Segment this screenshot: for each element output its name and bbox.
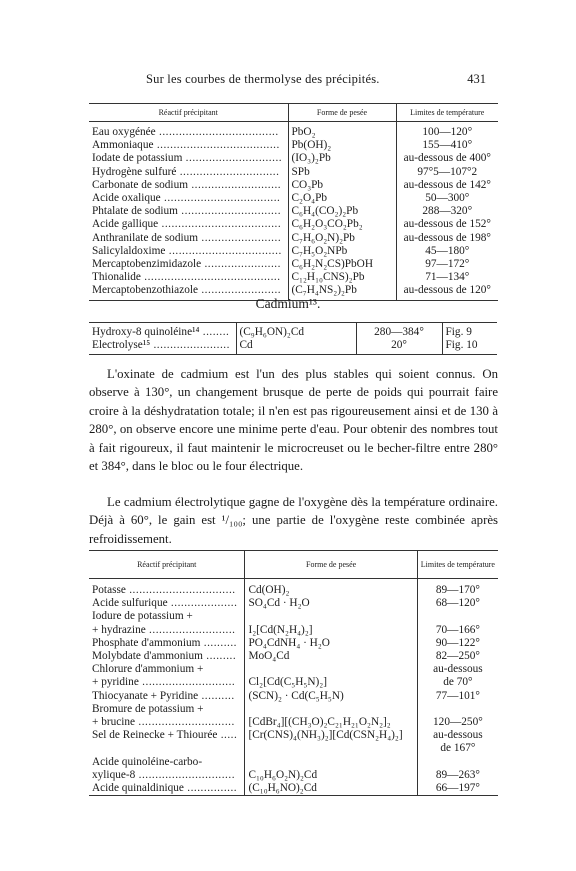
reagent-cell-text: + pyridine xyxy=(92,676,139,689)
limits-cell xyxy=(417,690,498,703)
form-cell xyxy=(288,245,396,258)
table-row xyxy=(89,650,498,663)
reagent-cell xyxy=(89,152,288,165)
reagent-cell-text: Acide quinoléine-carbo- xyxy=(92,755,203,768)
limits-cell-text: 120—250° xyxy=(433,716,483,729)
reagent-cell xyxy=(89,258,288,271)
leader-dots: ....................... xyxy=(150,339,230,352)
reagent-cell-text: Electrolyse¹⁵ xyxy=(92,339,151,352)
form-cell-text: SO₄Cd · H₂O xyxy=(248,597,310,610)
limits-cell-text: 100—120° xyxy=(422,126,473,138)
form-cell-text: Cd xyxy=(239,339,253,352)
reagent-cell xyxy=(89,716,245,729)
reagent-cell xyxy=(89,597,245,610)
reagent-cell-text: Mercaptobenzimidazole xyxy=(92,258,202,271)
paragraph-electrolytic xyxy=(89,493,498,548)
reagent-cell xyxy=(89,650,245,663)
reagent-cell-text: Acide oxalique xyxy=(92,192,161,205)
limits-cell-text: 68—120° xyxy=(435,597,480,610)
limits-cell-text: 90—122° xyxy=(435,636,480,649)
figure-ref-cell xyxy=(442,339,497,355)
page-number: 431 xyxy=(467,72,486,86)
reagent-cell-text: Potasse xyxy=(92,584,126,596)
form-cell xyxy=(288,258,396,271)
table-row xyxy=(89,205,498,218)
limits-cell-text: au-dessous xyxy=(433,663,483,676)
leader-dots: ........................... xyxy=(188,178,282,191)
reagent-cell xyxy=(89,179,288,192)
form-cell xyxy=(288,232,396,245)
limits-cell-text: 20° xyxy=(391,339,407,352)
form-cell xyxy=(245,610,417,623)
form-cell xyxy=(245,703,417,716)
table-row xyxy=(89,690,498,703)
form-cell xyxy=(245,769,417,782)
form-cell xyxy=(288,152,396,165)
form-cell xyxy=(245,637,417,650)
reagent-cell-text: Chlorure d'ammonium + xyxy=(92,663,204,676)
limits-cell xyxy=(396,152,498,165)
limits-cell xyxy=(417,579,498,598)
leader-dots: .......... xyxy=(198,689,235,702)
limits-cell xyxy=(417,716,498,729)
form-cell-text: CO₃Pb xyxy=(291,178,324,191)
limits-cell xyxy=(417,650,498,663)
figure-ref-cell-text: Fig. 10 xyxy=(445,339,478,352)
leader-dots: ......................................... xyxy=(140,271,281,284)
reagent-cell xyxy=(89,756,245,769)
limits-cell xyxy=(396,258,498,271)
table-row xyxy=(89,703,498,716)
form-cell xyxy=(245,624,417,637)
limits-cell-text: 82—250° xyxy=(435,650,480,663)
limits-cell-text: au-dessous de 120° xyxy=(403,284,491,297)
reagent-cell xyxy=(89,122,288,140)
running-header xyxy=(88,72,486,88)
table-row xyxy=(89,769,498,782)
paragraph-oxinate xyxy=(89,365,498,475)
reagent-cell xyxy=(89,245,288,258)
table-row xyxy=(89,742,498,755)
cadmium-reagents-table xyxy=(89,550,498,796)
leader-dots: .............................. xyxy=(177,205,282,218)
table-row xyxy=(89,676,498,689)
limits-cell xyxy=(417,769,498,782)
reagent-cell-text: Thiocyanate + Pyridine xyxy=(92,689,199,702)
form-cell xyxy=(288,192,396,205)
form-cell-text: C₆H₄(CO₂)₂Pb xyxy=(291,205,359,218)
limits-cell xyxy=(396,139,498,152)
reagent-cell-text: Iodate de potassium xyxy=(92,152,183,165)
limits-cell-text: 280—384° xyxy=(374,326,424,338)
reagent-cell xyxy=(89,782,245,796)
reagent-cell xyxy=(89,232,288,245)
figure-ref-cell-text: Fig. 9 xyxy=(445,326,472,338)
form-cell xyxy=(245,579,417,598)
table-row xyxy=(89,610,498,623)
form-cell xyxy=(245,729,417,742)
limits-cell xyxy=(417,597,498,610)
limits-cell-text: au-dessous de 400° xyxy=(403,152,491,165)
form-cell-text: Cd(OH)₂ xyxy=(248,584,290,596)
form-cell xyxy=(245,782,417,796)
reagent-cell-text: Sel de Reinecke + Thiourée xyxy=(92,729,218,742)
limits-cell xyxy=(396,271,498,284)
table-row xyxy=(89,597,498,610)
reagent-cell xyxy=(89,218,288,231)
form-cell xyxy=(245,690,417,703)
limits-cell-text: au-dessous de 198° xyxy=(403,231,491,244)
form-cell-text: C₁₂H₁₀CNS)₂Pb xyxy=(291,271,365,284)
reagent-cell xyxy=(89,192,288,205)
form-cell xyxy=(236,323,356,340)
limits-cell xyxy=(417,624,498,637)
form-cell xyxy=(288,205,396,218)
cadmium-summary-table xyxy=(89,322,497,355)
form-cell-text: [Cr(CNS)₄(NH₃)₂][Cd(CSN₂H₄)₂] xyxy=(248,729,403,742)
limits-cell xyxy=(396,179,498,192)
leader-dots: .......... xyxy=(200,636,237,649)
leader-dots: ............................ xyxy=(138,676,236,689)
limits-cell xyxy=(396,218,498,231)
reagent-cell-text: Acide gallique xyxy=(92,218,159,231)
form-cell-text: [CdBr₄][(CH₃O)₂C₂₁H₂₁O₂N₂]₂ xyxy=(248,716,391,729)
table-row xyxy=(89,782,498,796)
reagent-cell xyxy=(89,690,245,703)
lead-reagents-table xyxy=(89,103,498,301)
limits-cell-text: 155—410° xyxy=(422,139,473,152)
limits-cell xyxy=(417,703,498,716)
table-row xyxy=(89,122,498,140)
table-row xyxy=(89,179,498,192)
reagent-cell xyxy=(89,339,236,355)
table-row xyxy=(89,192,498,205)
form-cell-text: C₇H₆O₂N)₂Pb xyxy=(291,231,355,244)
leader-dots: ......... xyxy=(202,650,237,663)
table-row xyxy=(89,729,498,742)
leader-dots: .................................... xyxy=(158,218,282,231)
form-cell-text: PO₄CdNH₄ · H₂O xyxy=(248,636,330,649)
form-cell-text: I₂[Cd(N₂H₄)₂] xyxy=(248,623,313,636)
form-cell xyxy=(288,122,396,140)
reagent-cell xyxy=(89,624,245,637)
limits-cell xyxy=(396,205,498,218)
reagent-cell xyxy=(89,139,288,152)
table-row xyxy=(89,139,498,152)
table-row xyxy=(89,245,498,258)
limits-cell-text: 66—197° xyxy=(435,782,480,795)
form-cell xyxy=(245,650,417,663)
reagent-cell xyxy=(89,579,245,598)
form-cell-text: (C₇H₄NS₂)₂Pb xyxy=(291,284,357,297)
limits-cell-text: 71—134° xyxy=(425,271,470,284)
limits-cell xyxy=(356,323,442,340)
form-cell-text: C₆H₂O₃CO₂Pb₂ xyxy=(291,218,363,231)
leader-dots: ............................. xyxy=(182,152,283,165)
limits-cell xyxy=(417,637,498,650)
paragraph-text: L'oxinate de cadmium est l'un des plus stables qui soient connus. On observe à 130°, un changement brusque de perte de poids qui pourrait faire croire à la déshydratation totale; il n'en est pas rigoureusement ainsi et de 130 à 280°, on observe encore une minime perte d'eau. Pour obtenir des nombres tout à fait rigoureux, il faut maintenir le microcreuset ou le becher-filtre entre 280° et 384°, dans le bloc ou le four électrique. xyxy=(89,367,498,474)
limits-cell-text: 77—101° xyxy=(435,689,480,702)
reagent-cell-text: + brucine xyxy=(92,716,136,729)
limits-cell-text: 45—180° xyxy=(425,244,470,257)
form-cell-text: (IO₃)₂Pb xyxy=(291,152,331,165)
col-header-limits: Limites de température xyxy=(410,107,485,117)
leader-dots: ........ xyxy=(199,326,230,338)
table-row xyxy=(89,579,498,598)
paragraph-text: Le cadmium électrolytique gagne de l'oxygène dès la température ordinaire. Déjà à 60°, le gain est ¹/₁₀₀; une partie de l'oxygène reste combinée après refroidissement. xyxy=(89,495,498,546)
form-cell xyxy=(236,339,356,355)
leader-dots: ..................................... xyxy=(153,139,280,152)
table-row xyxy=(89,716,498,729)
reagent-cell-text: Eau oxygénée xyxy=(92,126,156,138)
leader-dots: .................................... xyxy=(155,126,279,138)
limits-cell xyxy=(396,192,498,205)
reagent-cell-text: Molybdate d'ammonium xyxy=(92,650,203,663)
figure-ref-cell xyxy=(442,323,497,340)
leader-dots: ........................ xyxy=(198,284,282,297)
reagent-cell-text: Mercaptobenzothiazole xyxy=(92,284,199,297)
table-row xyxy=(89,152,498,165)
form-cell-text: MoO₄Cd xyxy=(248,650,290,663)
limits-cell xyxy=(396,166,498,179)
form-cell xyxy=(245,676,417,689)
form-cell xyxy=(245,756,417,769)
leader-dots: ............................. xyxy=(135,716,235,729)
form-cell-text: C₆H₂N₂CS)PbOH xyxy=(291,258,373,271)
leader-dots: .......................... xyxy=(145,623,236,636)
form-cell-text: (SCN)₂ · Cd(C₅H₅N) xyxy=(248,689,344,702)
form-cell-text: PbO₂ xyxy=(291,126,316,138)
reagent-cell xyxy=(89,742,245,755)
table-row xyxy=(89,323,497,340)
reagent-cell-text: Salicylaldoxime xyxy=(92,244,166,257)
leader-dots: .................... xyxy=(167,597,238,610)
table-row xyxy=(89,339,497,355)
reagent-cell-text: Acide quinaldinique xyxy=(92,782,184,795)
limits-cell-text: 89—263° xyxy=(435,768,480,781)
limits-cell-text: 288—320° xyxy=(422,205,473,218)
limits-cell xyxy=(417,729,498,742)
form-cell xyxy=(245,663,417,676)
reagent-cell xyxy=(89,610,245,623)
form-cell xyxy=(288,271,396,284)
reagent-cell xyxy=(89,663,245,676)
limits-cell-text: 89—170° xyxy=(435,584,480,596)
table-row xyxy=(89,232,498,245)
reagent-cell-text: Phtalate de sodium xyxy=(92,205,178,218)
reagent-cell xyxy=(89,676,245,689)
limits-cell xyxy=(356,339,442,355)
form-cell-text: (C₉H₆ON)₂Cd xyxy=(239,326,305,338)
table-row xyxy=(89,756,498,769)
limits-cell xyxy=(417,756,498,769)
limits-cell xyxy=(396,245,498,258)
reagent-cell xyxy=(89,729,245,742)
leader-dots: ............................. xyxy=(135,768,236,781)
table-row xyxy=(89,218,498,231)
reagent-cell-text: Phosphate d'ammonium xyxy=(92,636,201,649)
table-row xyxy=(89,637,498,650)
col-header-reagent: Réactif précipitant xyxy=(89,551,245,579)
reagent-cell xyxy=(89,323,236,340)
reagent-cell-text: Acide sulfurique xyxy=(92,597,168,610)
form-cell xyxy=(288,218,396,231)
limits-cell xyxy=(417,782,498,796)
limits-cell-text: au-dessous xyxy=(433,729,483,742)
limits-cell-text: de 70° xyxy=(443,676,473,689)
reagent-cell xyxy=(89,637,245,650)
limits-cell xyxy=(396,232,498,245)
reagent-cell-text: Hydrogène sulfuré xyxy=(92,165,177,178)
reagent-cell-text: xylique-8 xyxy=(92,768,136,781)
col-header-form: Forme de pesée xyxy=(245,551,417,579)
reagent-cell-text: Thionalide xyxy=(92,271,141,284)
form-cell xyxy=(245,716,417,729)
limits-cell xyxy=(417,610,498,623)
reagent-cell-text: Bromure de potassium + xyxy=(92,702,204,715)
form-cell-text: Pb(OH)₂ xyxy=(291,139,332,152)
leader-dots: ................................ xyxy=(125,584,236,596)
leader-dots: ........................ xyxy=(198,231,282,244)
reagent-cell xyxy=(89,205,288,218)
form-cell xyxy=(288,179,396,192)
col-header-limits: Limites de température xyxy=(420,559,495,569)
reagent-cell-text: Carbonate de sodium xyxy=(92,178,189,191)
form-cell-text: C₂O₄Pb xyxy=(291,192,328,205)
limits-cell-text: de 167° xyxy=(440,742,476,755)
reagent-cell-text: Ammoniaque xyxy=(92,139,154,152)
reagent-cell-text: + hydrazine xyxy=(92,623,146,636)
table-row xyxy=(89,663,498,676)
limits-cell-text: 97—172° xyxy=(425,258,470,271)
limits-cell xyxy=(417,663,498,676)
form-cell-text: C₇H₅O₂NPb xyxy=(291,244,348,257)
reagent-cell xyxy=(89,703,245,716)
col-header-form: Forme de pesée xyxy=(288,104,396,122)
limits-cell xyxy=(417,742,498,755)
limits-cell-text: au-dessous de 152° xyxy=(403,218,491,231)
limits-cell-text: 50—300° xyxy=(425,192,470,205)
section-title: Cadmium¹³. xyxy=(255,296,321,311)
table-row xyxy=(89,271,498,284)
table-row xyxy=(89,624,498,637)
form-cell xyxy=(288,166,396,179)
limits-cell-text: 70—166° xyxy=(435,623,480,636)
reagent-cell-text: Iodure de potassium + xyxy=(92,610,193,623)
limits-cell xyxy=(396,122,498,140)
reagent-cell xyxy=(89,166,288,179)
form-cell xyxy=(288,139,396,152)
reagent-cell xyxy=(89,271,288,284)
limits-cell xyxy=(417,676,498,689)
leader-dots: ....................... xyxy=(201,258,281,271)
limits-cell-text: 97°5—107°2 xyxy=(417,165,478,178)
leader-dots: ............... xyxy=(183,782,238,795)
form-cell xyxy=(245,742,417,755)
leader-dots: .............................. xyxy=(176,165,280,178)
leader-dots: ..... xyxy=(217,729,238,742)
limits-cell-text: au-dessous de 142° xyxy=(403,178,491,191)
col-header-reagent: Réactif précipitant xyxy=(89,104,288,122)
form-cell-text: SPb xyxy=(291,165,310,178)
form-cell xyxy=(245,597,417,610)
leader-dots: .................................. xyxy=(165,244,282,257)
form-cell-text: C₁₀H₆O₂N)₂Cd xyxy=(248,768,318,781)
form-cell-text: Cl₂[Cd(C₅H₅N)₂] xyxy=(248,676,327,689)
form-cell-text: (C₁₀H₆NO)₂Cd xyxy=(248,782,317,795)
table-row xyxy=(89,166,498,179)
leader-dots: ................................... xyxy=(160,192,281,205)
table-row xyxy=(89,258,498,271)
reagent-cell-text: Hydroxy-8 quinoléine¹⁴ xyxy=(92,326,200,338)
reagent-cell xyxy=(89,769,245,782)
reagent-cell-text: Anthranilate de sodium xyxy=(92,231,199,244)
header-title: Sur les courbes de thermolyse des précipités. xyxy=(146,72,380,86)
